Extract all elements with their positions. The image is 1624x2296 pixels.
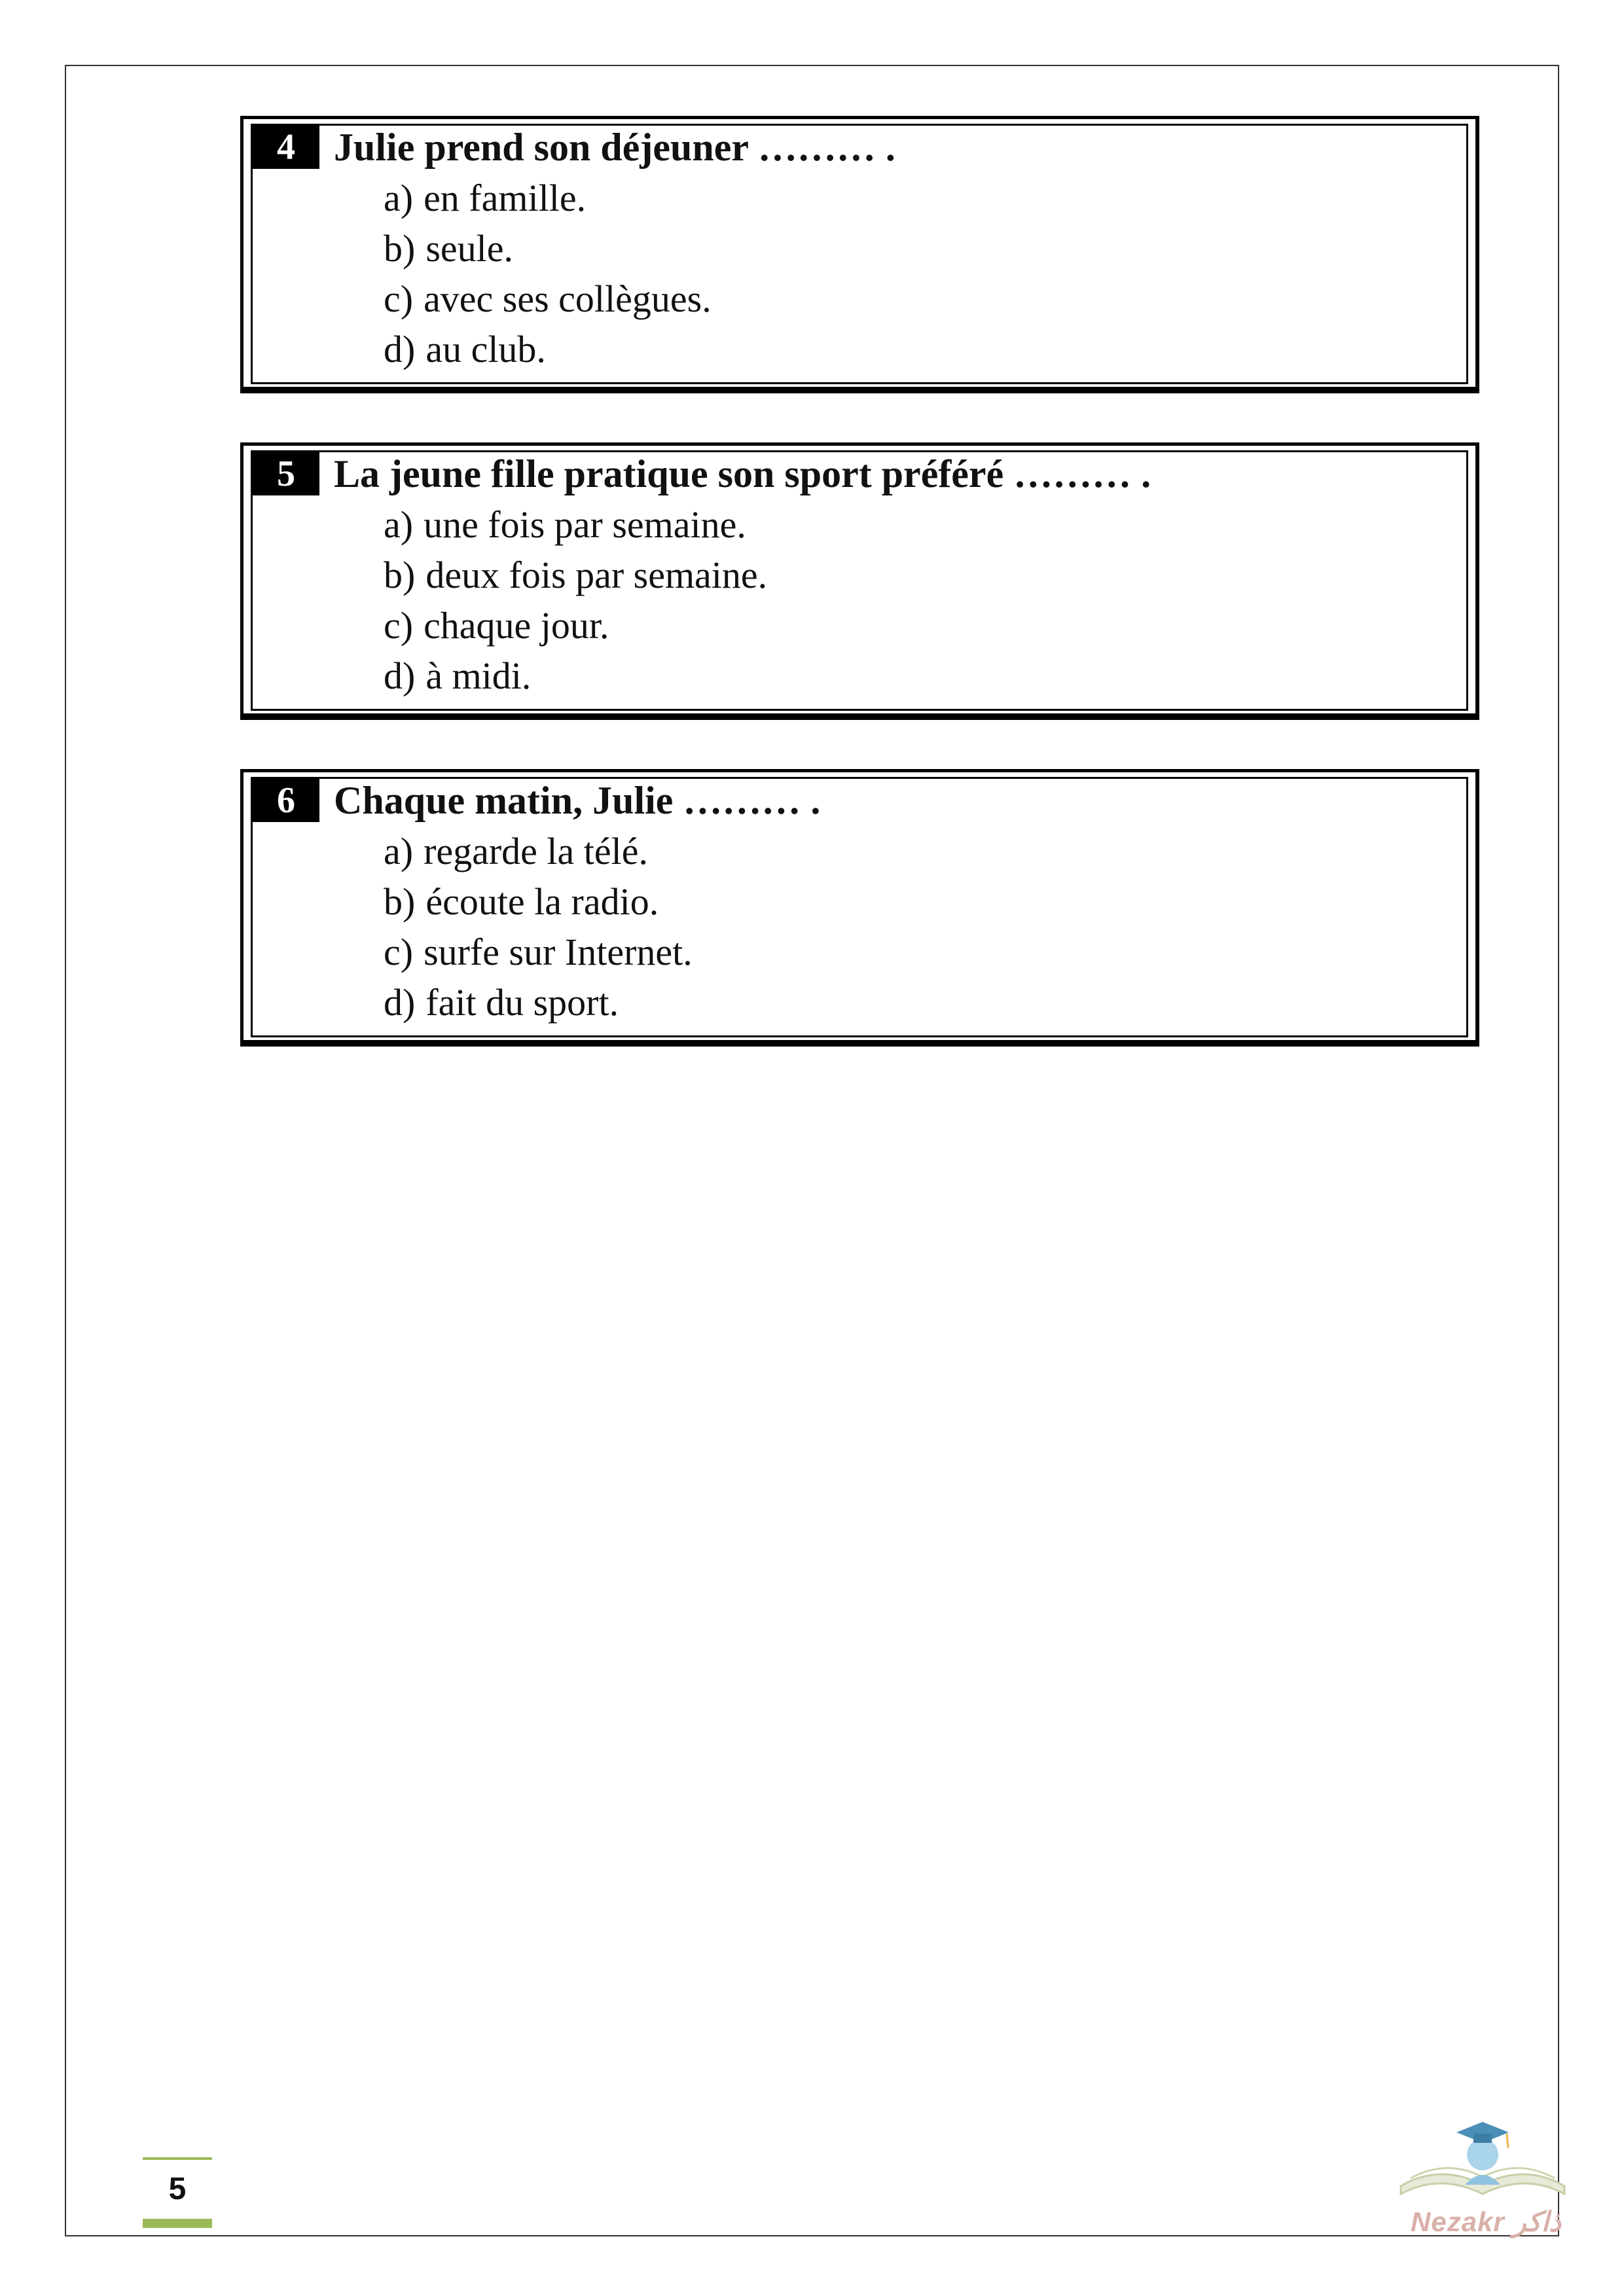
- page-number-block: [143, 2157, 212, 2228]
- option-c[interactable]: [384, 600, 767, 651]
- option-d[interactable]: [384, 651, 767, 701]
- question-box: [251, 777, 1468, 1037]
- option-b[interactable]: [384, 876, 693, 927]
- page-number-bottom-rule: [143, 2219, 212, 2228]
- option-letter: a): [384, 830, 414, 872]
- options-list: [384, 173, 712, 374]
- option-letter: a): [384, 177, 414, 219]
- option-letter: d): [384, 328, 416, 370]
- option-text: avec ses collègues.: [424, 278, 712, 320]
- option-d[interactable]: [384, 324, 712, 374]
- question-number: 4: [253, 126, 319, 169]
- option-text: une fois par semaine.: [424, 503, 746, 546]
- option-letter: b): [384, 880, 416, 923]
- question-text: Julie prend son déjeuner ……… .: [334, 126, 895, 169]
- question-4: [240, 116, 1479, 393]
- option-a[interactable]: [384, 826, 693, 876]
- option-text: fait du sport.: [425, 981, 619, 1024]
- option-text: au club.: [425, 328, 546, 370]
- option-text: deux fois par semaine.: [425, 554, 768, 596]
- option-letter: b): [384, 227, 416, 270]
- question-text: Chaque matin, Julie ……… .: [334, 779, 821, 822]
- question-number: 6: [253, 779, 319, 822]
- option-letter: d): [384, 655, 416, 697]
- option-b[interactable]: [384, 550, 767, 600]
- option-c[interactable]: [384, 927, 693, 977]
- question-box: [251, 450, 1468, 711]
- option-d[interactable]: [384, 977, 693, 1028]
- option-letter: b): [384, 554, 416, 596]
- option-letter: a): [384, 503, 414, 546]
- options-list: [384, 499, 767, 701]
- option-text: en famille.: [424, 177, 586, 219]
- option-c[interactable]: [384, 274, 712, 324]
- question-6: [240, 769, 1479, 1047]
- option-letter: c): [384, 604, 414, 647]
- nezakr-logo: [1388, 2108, 1578, 2245]
- option-text: seule.: [425, 227, 513, 270]
- option-letter: c): [384, 931, 414, 973]
- option-letter: c): [384, 278, 414, 320]
- option-a[interactable]: [384, 173, 712, 223]
- question-number: 5: [253, 452, 319, 495]
- question-text: La jeune fille pratique son sport préféré ……… .: [334, 452, 1151, 495]
- option-letter: d): [384, 981, 416, 1024]
- option-a[interactable]: [384, 499, 767, 550]
- question-box: [251, 124, 1468, 384]
- option-text: chaque jour.: [424, 604, 609, 647]
- question-5: [240, 442, 1479, 720]
- option-text: à midi.: [425, 655, 532, 697]
- option-text: regarde la télé.: [424, 830, 648, 872]
- option-b[interactable]: [384, 223, 712, 274]
- options-list: [384, 826, 693, 1028]
- option-text: écoute la radio.: [425, 880, 659, 923]
- logo-wordmark: Nezakr ذاكر: [1411, 2206, 1561, 2237]
- graduate-book-icon: [1388, 2108, 1578, 2212]
- option-text: surfe sur Internet.: [424, 931, 693, 973]
- page-number: 5: [168, 2172, 187, 2206]
